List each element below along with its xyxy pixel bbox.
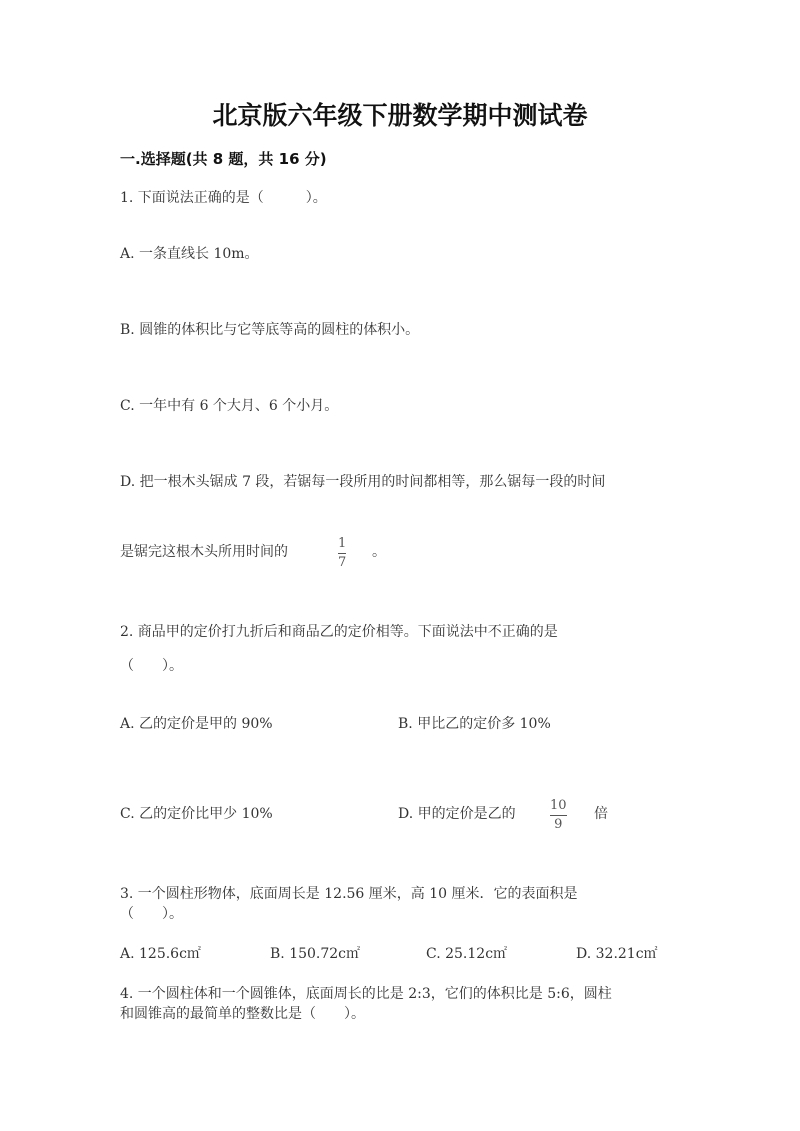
question-3-option-a: A. 125.6c㎡ [120,946,201,962]
question-2-option-a: A. 乙的定价是甲的 90% [120,716,273,732]
fraction-one-seventh [338,536,346,571]
question-3-stem-line1: 3. 一个圆柱形物体，底面周长是 12.56 厘米，高 10 厘米．它的表面积是 [120,886,578,902]
question-3-stem-line2: （ ）。 [120,906,183,922]
fraction-numerator: 1 [338,536,347,551]
question-1-option-a: A. 一条直线长 10m。 [120,246,259,262]
question-2-option-b: B. 甲比乙的定价多 10% [398,716,551,732]
question-1-option-b: B. 圆锥的体积比与它等底等高的圆柱的体积小。 [120,322,420,338]
fraction-denominator: 9 [554,817,563,832]
question-1-stem: 1. 下面说法正确的是（ ）。 [120,190,327,206]
question-2-option-c: C. 乙的定价比甲少 10% [120,806,273,822]
fraction-numerator: 10 [550,798,567,813]
question-1-option-d-line2: 是锯完这根木头所用时间的 [120,544,288,560]
section-heading: 一.选择题(共 8 题，共 16 分) [120,150,327,168]
question-2-option-d-end: 倍 [594,806,608,822]
question-2-stem-line2: （ ）。 [120,658,183,674]
fraction-bar [550,815,567,816]
question-3-option-d: D. 32.21c㎡ [576,946,658,962]
question-2-option-d: D. 甲的定价是乙的 [398,806,516,822]
question-4-stem-line1: 4. 一个圆柱体和一个圆锥体，底面周长的比是 2:3，它们的体积比是 5:6，圆柱 [120,986,612,1002]
fraction-denominator: 7 [338,555,347,570]
question-2-stem-line1: 2. 商品甲的定价打九折后和商品乙的定价相等。下面说法中不正确的是 [120,624,558,640]
question-1-option-c: C. 一年中有 6 个大月、6 个小月。 [120,398,339,414]
page-title: 北京版六年级下册数学期中测试卷 [212,101,588,130]
question-3-option-b: B. 150.72c㎡ [270,946,361,962]
fraction-bar [338,553,346,554]
fraction-ten-ninths [550,798,567,833]
question-4-stem-line2: 和圆锥高的最简单的整数比是（ ）。 [120,1006,365,1022]
question-1-option-d-line1: D. 把一根木头锯成 7 段，若锯每一段所用的时间都相等，那么锯每一段的时间 [120,474,606,490]
question-1-option-d-end: 。 [372,544,386,560]
question-3-option-c: C. 25.12c㎡ [426,946,508,962]
